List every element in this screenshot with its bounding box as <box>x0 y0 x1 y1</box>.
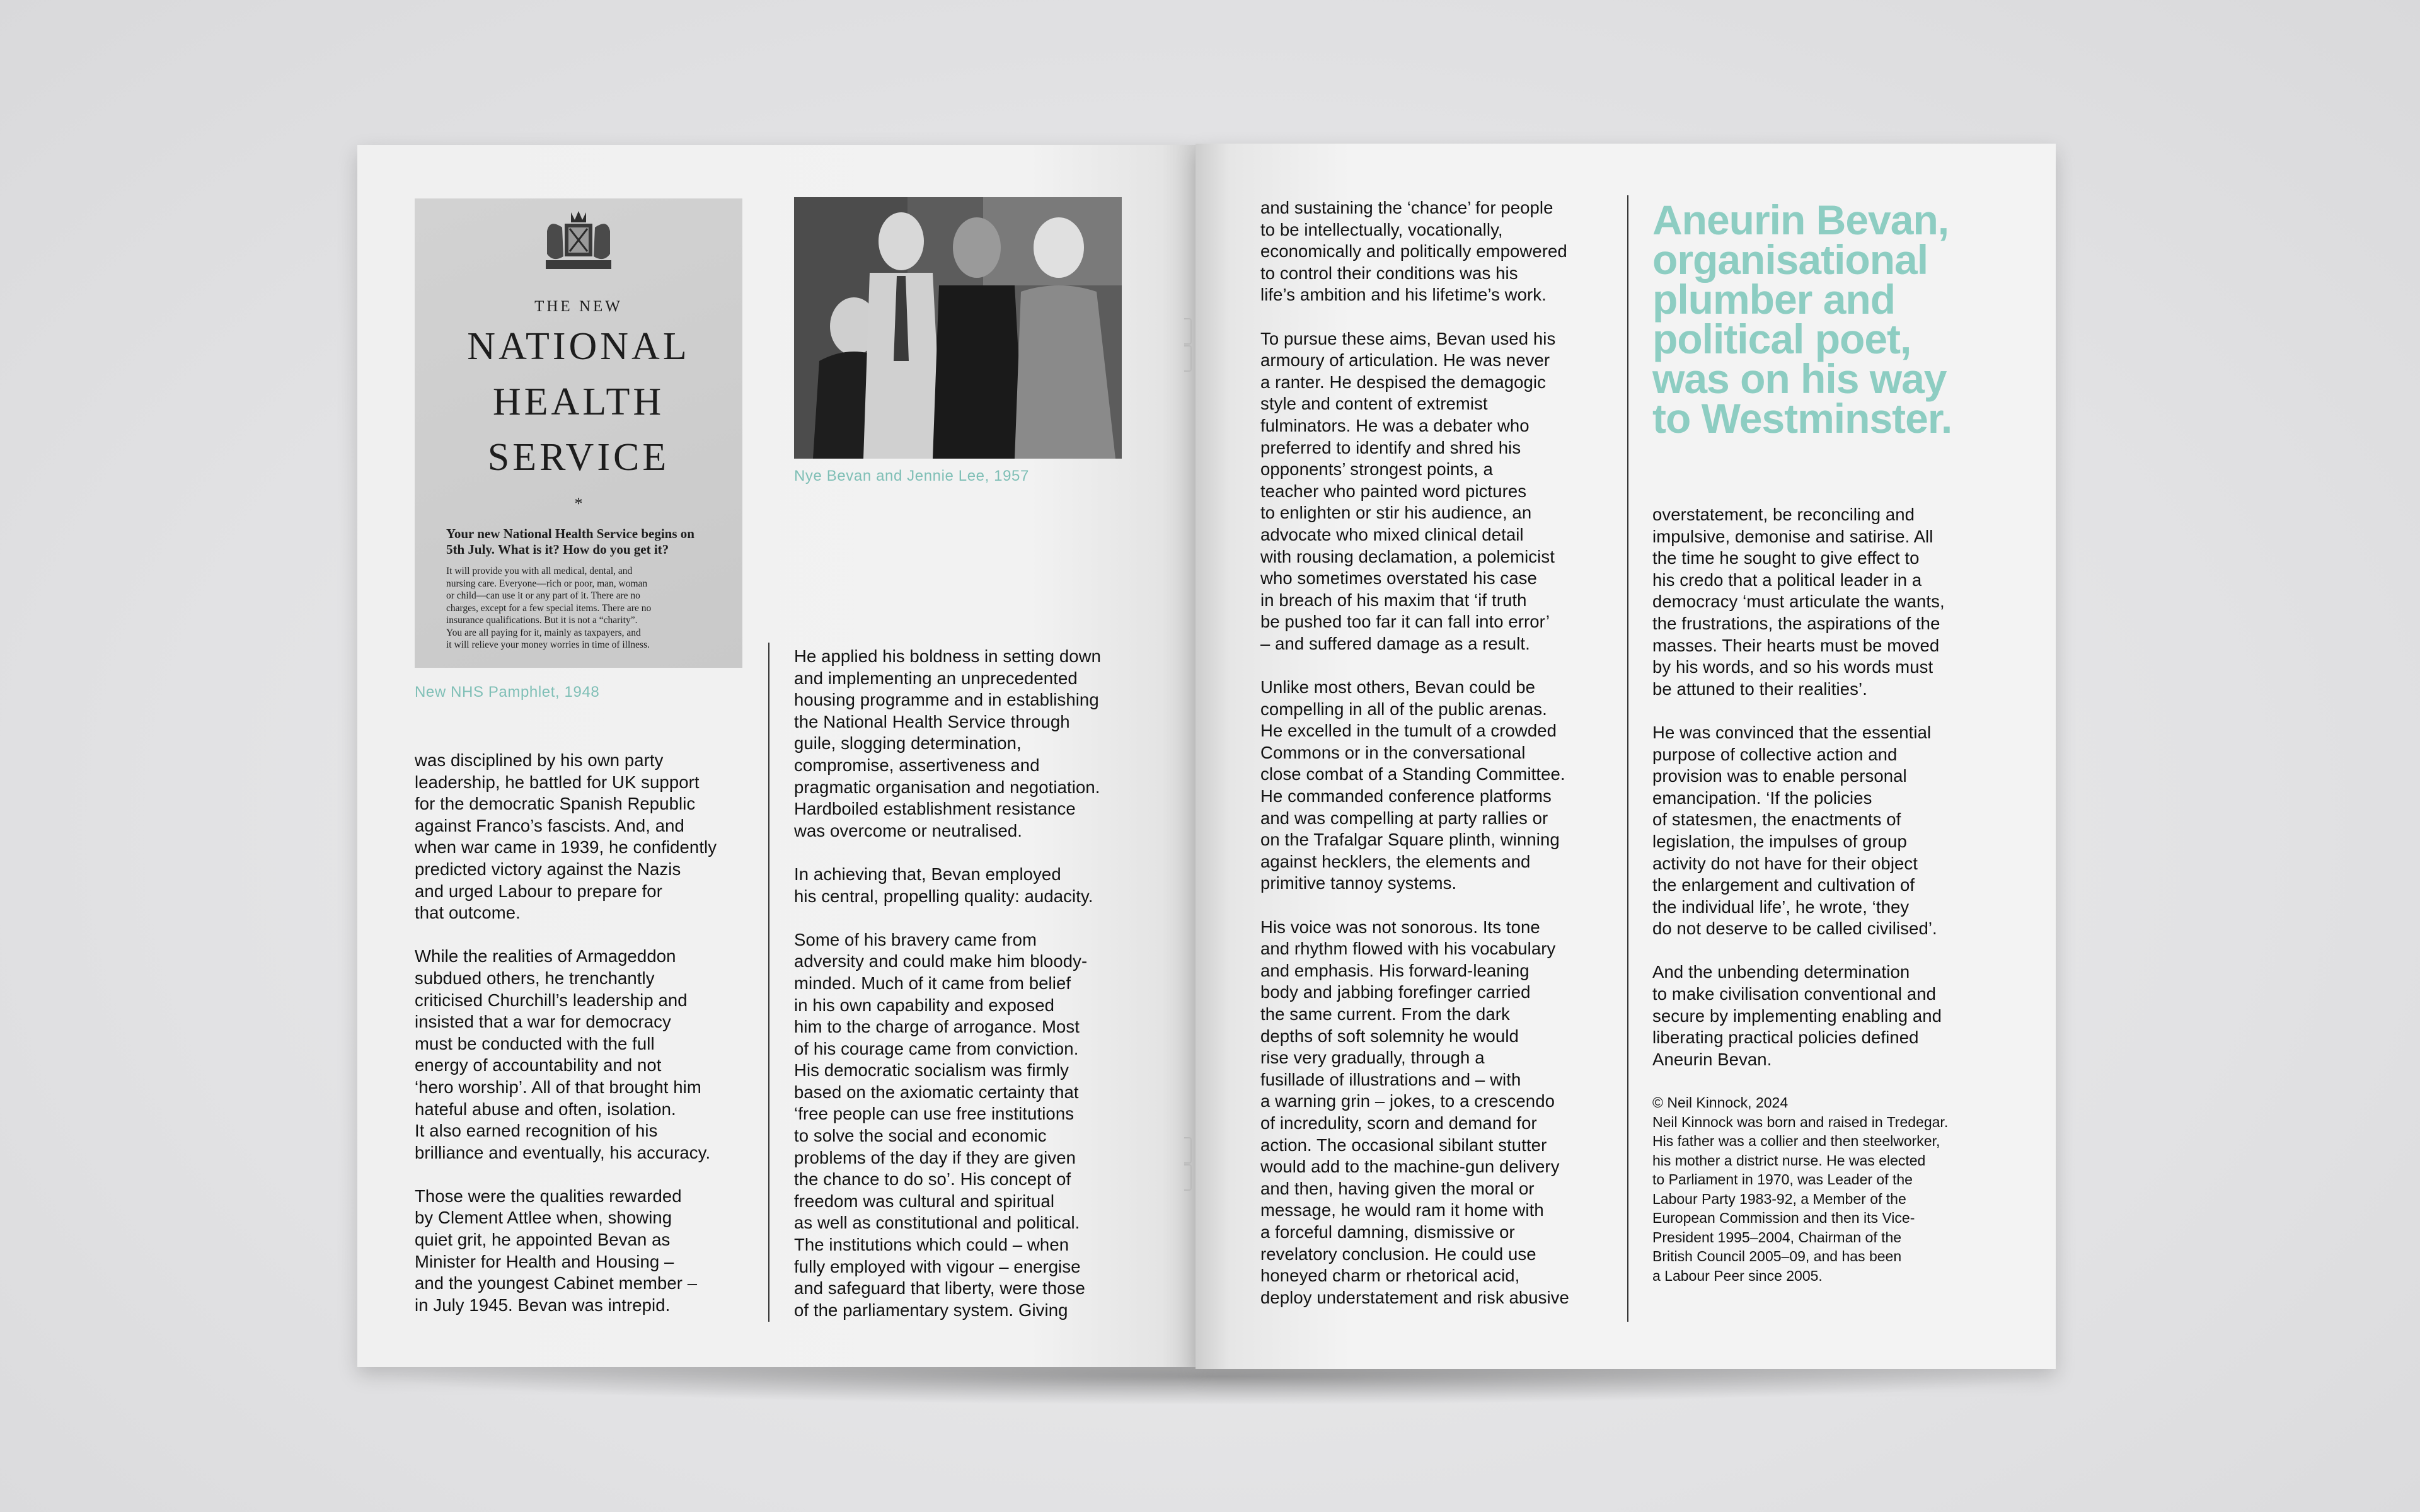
pamphlet-body: It will provide you with all medical, dental, and nursing care. Everyone—rich or poor, man, woman or child—can use it or any part of it. There are no charges, except for a few special items. There are no insurance qualifications. But it is not a “charity”. You are all paying for it, mainly as taxpayers, and it will relieve your money worries in time of illness. <box>446 566 652 650</box>
col3-paragraph-1: and sustaining the ‘chance’ for people to be intellectually, vocationally, economically and politically empowered to control their conditions was his life’s ambition and his lifetime’s work. <box>1260 198 1567 305</box>
binding-staple-bottom <box>1184 1137 1192 1164</box>
pamphlet-title-service: SERVICE <box>487 436 670 479</box>
column-divider-right <box>1627 195 1628 1322</box>
pull-quote-headline: Aneurin Bevan, organisational plumber and political poet, was on his way to Westminster. <box>1652 197 1952 442</box>
royal-crest-icon <box>541 206 616 275</box>
pamphlet-star: * <box>574 495 583 513</box>
column-divider-left <box>768 643 769 1322</box>
col4-paragraph-3: And the unbending determination to make civilisation conventional and secure by implementing enabling and liberating practical policies defined Aneurin Bevan. <box>1652 962 1942 1069</box>
photo-people-illustration <box>794 197 1122 459</box>
nhs-pamphlet-image <box>415 198 742 668</box>
col2-paragraph-2: In achieving that, Bevan employed his central, propelling quality: audacity. <box>794 864 1093 906</box>
pamphlet-caption: New NHS Pamphlet, 1948 <box>415 684 600 701</box>
col3-paragraph-4: His voice was not sonorous. Its tone and rhythm flowed with his vocabulary and emphasis. His forward-leaning body and jabbing forefinger carried the same current. From the dark depths of soft solemnity he would rise very gradually, through a fusillade of illustrations and – with a warning grin – jokes, to a crescendo of incredulity, scorn and demand for action. The occasional sibilant stutter would add to the machine-gun delivery and then, having given the moral or message, he would ram it home with a forceful damning, dismissive or revelatory conclusion. He could use honeyed charm or rhetorical acid, deploy understatement and risk abusive <box>1260 917 1569 1307</box>
pamphlet-title-health: HEALTH <box>492 381 665 423</box>
photo-caption: Nye Bevan and Jennie Lee, 1957 <box>794 467 1029 484</box>
col1-paragraph-1: was disciplined by his own party leadership, he battled for UK support for the democratic Spanish Republic against Franco’s fascists. And, and when war came in 1939, he confidently predicted victory against the Nazis and urged Labour to prepare for that outcome. <box>415 750 717 923</box>
col2-paragraph-1: He applied his boldness in setting down and implementing an unprecedented housing programme and in establishing the National Health Service through guile, slogging determination, compromise, assertiveness and pragmatic organisation and negotiation. Hardboiled establishment resistance was overcome or neutralised. <box>794 646 1101 840</box>
column-4 <box>1652 504 2005 1070</box>
col1-paragraph-3: Those were the qualities rewarded by Clement Attlee when, showing quiet grit, he appointed Bevan as Minister for Health and Housing – and the youngest Cabinet member – in July 1945. Bevan was intrepid. <box>415 1186 698 1315</box>
col4-paragraph-1: overstatement, be reconciling and impulsive, demonise and satirise. All the time he sought to give effect to his credo that a political leader in a democracy ‘must articulate the wants, the frustrations, the aspirations of the masses. Their hearts must be moved by his words, and so his words must be attuned to their realities’. <box>1652 505 1945 699</box>
column-2 <box>794 646 1147 1321</box>
col1-paragraph-2: While the realities of Armageddon subdued others, he trenchantly criticised Churchill’s leadership and insisted that a war for democracy must be conducted with the full energy of accountability and not ‘hero worship’. All of that brought him hateful abuse and often, isolation. It also earned recognition of his brilliance and eventually, his accuracy. <box>415 946 711 1162</box>
col4-paragraph-2: He was convinced that the essential purpose of collective action and provision was to enable personal emancipation. ‘If the policies of statesmen, the enactments of legislation, the impulses of group activity do not have for their object the enlargement and cultivation of the individual life’, he wrote, ‘they do not deserve to be called civilised’. <box>1652 722 1937 939</box>
pamphlet-the-new: THE NEW <box>534 298 623 315</box>
pamphlet-lead: Your new National Health Service begins on 5th July. What is it? How do you get it? <box>446 526 694 557</box>
binding-staple-top-2 <box>1184 345 1192 372</box>
col2-paragraph-3: Some of his bravery came from adversity and could make him bloody- minded. Much of it came from belief in his own capability and exposed him to the charge of arrogance. Most of his courage came from conviction. His democratic socialism was firmly based on the axiomatic certainty that ‘free people can use free institutions to solve the social and economic problems of the day if they are given the chance to do so’. His concept of freedom was cultural and spiritual as well as constitutional and political. The institutions which could – when fully employed with vigour – energise and safeguard that liberty, were those of the parliamentary system. Giving <box>794 929 1088 1320</box>
bevan-lee-photo <box>794 197 1122 459</box>
binding-staple-top <box>1184 318 1192 345</box>
column-1 <box>415 750 768 1316</box>
pamphlet-title-national: NATIONAL <box>467 325 690 368</box>
col3-paragraph-3: Unlike most others, Bevan could be compelling in all of the public arenas. He excelled in the tumult of a crowded Commons or in the conversational close combat of a Standing Committee. He commanded conference platforms and was compelling at party rallies or on the Trafalgar Square plinth, winning against hecklers, the elements and primitive tannoy systems. <box>1260 677 1565 893</box>
column-3 <box>1260 197 1613 1309</box>
author-bio: © Neil Kinnock, 2024 Neil Kinnock was born and raised in Tredegar. His father was a collier and then steelworker, his mother a district nurse. He was elected to Parliament in 1970, was Leader of the Labour Party 1983-92, a Member of the European Commission and then its Vice- President 1995–2004, Chairman of the British Council 2005–09, and has been a Labour Peer since 2005. <box>1652 1094 1949 1284</box>
binding-staple-bottom-2 <box>1184 1164 1192 1191</box>
col3-paragraph-2: To pursue these aims, Bevan used his armoury of articulation. He was never a ranter. He despised the demagogic style and content of extremist fulminators. He was a debater who preferred to identify and shred his opponents’ strongest points, a teacher who painted word pictures to enlighten or stir his audience, an advocate who mixed clinical detail with rousing declamation, a polemicist who sometimes overstated his case in breach of his maxim that ‘if truth be pushed too far it can fall into error’ – and suffered damage as a result. <box>1260 328 1556 653</box>
